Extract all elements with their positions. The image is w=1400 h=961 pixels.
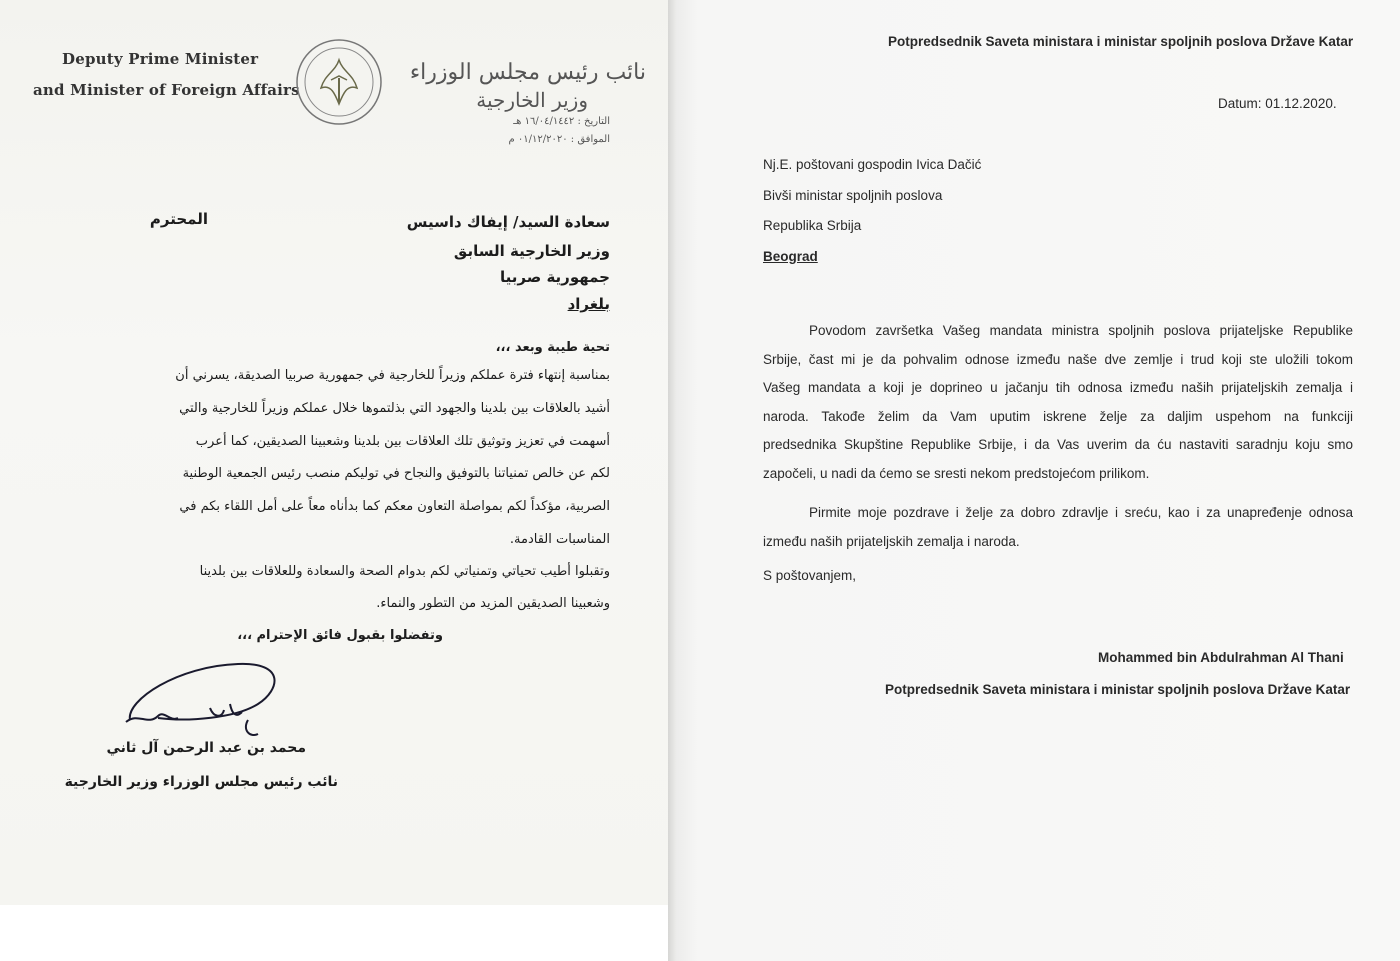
body-line-6: المناسبات القادمة.: [509, 532, 610, 547]
addressee-line-1: سعادة السيد/ إيفاك داسيس: [406, 213, 610, 231]
paragraph-1-line: predsednika Skupštine Republike Srbije, i da Vas uverim da ću nastaviti saradnju koju smo: [763, 437, 1353, 452]
closing: وتفضلوا بقبول فائق الإحترام ،،،: [237, 628, 443, 643]
right-date: Datum: 01.12.2020.: [1218, 96, 1337, 111]
arabic-letter-page: [0, 0, 668, 961]
page-divider: [668, 0, 676, 961]
serbian-letter-page: [676, 0, 1400, 961]
addressee-line-3: جمهورية صربيا: [500, 268, 610, 286]
body-line-3: أسهمت في تعزيز وتوثيق تلك العلاقات بين بلدينا وشعبينا الصديقين، كما أعرب: [195, 434, 610, 449]
paragraph-1: [763, 317, 1353, 488]
header-ar-line-1: نائب رئيس مجلس الوزراء: [409, 60, 646, 85]
recipient-line-3: Republika Srbija: [763, 218, 862, 233]
right-header: Potpredsednik Saveta ministara i ministar spoljnih poslova Države Katar: [888, 34, 1354, 49]
body-line-5: الصربية، مؤكداً لكم بمواصلة التعاون معكم كما بدأناه معاً على أمل اللقاء بكم في: [179, 499, 610, 514]
addressee-line-4: بلغراد: [567, 295, 610, 313]
paragraph-1-line: naroda. Takođe želim da Vam uputim iskrene želje za daljim uspehom na funkciji: [763, 408, 1353, 424]
body-line-8: وشعبينا الصديقين المزيد من التطور والنماء.: [376, 596, 610, 611]
paragraph-2: [763, 499, 1353, 556]
header-en-line-2: and Minister of Foreign Affairs: [33, 81, 300, 99]
body-line-1: بمناسبة إنتهاء فترة عملكم وزيراً للخارجية في جمهورية صربيا الصديقة، يسرني أن: [175, 368, 610, 383]
addressee-line-2: وزير الخارجية السابق: [453, 242, 610, 260]
body-line-2: أشيد بالعلاقات بين بلدينا والجهود التي بذلتموها خلال عملكم وزيراً للخارجية والتي: [179, 401, 610, 416]
header-ar-line-2: وزير الخارجية: [476, 88, 588, 112]
honorific: المحترم: [149, 210, 208, 228]
right-signer-title: Potpredsednik Saveta ministara i ministar spoljnih poslova Države Katar: [885, 682, 1351, 697]
paragraph-2-line: Pirmite moje pozdrave i želje za dobro zdravlje i sreću, kao i za unapređenje odnosa: [809, 505, 1353, 520]
body-line-7: وتقبلوا أطيب تحياتي وتمنياتي لكم بدوام الصحة والسعادة وللعلاقات بين بلدينا: [199, 564, 610, 579]
handwritten-signature: [118, 660, 288, 740]
state-of-qatar-seal: [295, 38, 383, 126]
date-hijri: التاريخ : ١٦/٠٤/١٤٤٢ هـ: [513, 116, 610, 127]
recipient-line-2: Bivši ministar spoljnih poslova: [763, 188, 943, 203]
paragraph-1-line: Srbije, čast mi je da pohvalim odnose između naše dve zemlje i trud koji ste uložili tokom: [763, 351, 1353, 367]
header-en-line-1: Deputy Prime Minister: [62, 50, 259, 68]
date-gregorian: الموافق : ٠١/١٢/٢٠٢٠ م: [508, 134, 610, 145]
signer-name: محمد بن عبد الرحمن آل ثاني: [106, 740, 306, 756]
paragraph-1-line: započeli, u nadi da ćemo se sresti nekom predstojećom prilikom.: [763, 465, 1150, 481]
recipient-line-1: Nj.E. poštovani gospodin Ivica Dačić: [763, 157, 982, 172]
paragraph-2-line: između naših prijateljskih zemalja i naroda.: [763, 533, 1020, 549]
body-line-4: لكم عن خالص تمنياتنا بالتوفيق والنجاح في توليكم منصب رئيس الجمعية الوطنية: [182, 466, 610, 481]
recipient-line-4: Beograd: [763, 249, 818, 264]
paragraph-1-line: Povodom završetka Vašeg mandata ministra spoljnih poslova prijateljske Republike: [809, 323, 1353, 338]
signer-title: نائب رئيس مجلس الوزراء وزير الخارجية: [64, 774, 338, 790]
salutation: S poštovanjem,: [763, 568, 857, 583]
right-signer-name: Mohammed bin Abdulrahman Al Thani: [1098, 650, 1344, 665]
greeting: تحية طيبة وبعد ،،،: [495, 340, 610, 355]
paragraph-1-line: Vašeg mandata a koji je doprineo u jačanju tih odnosa između naših prijateljskih zemalja i: [763, 380, 1353, 395]
